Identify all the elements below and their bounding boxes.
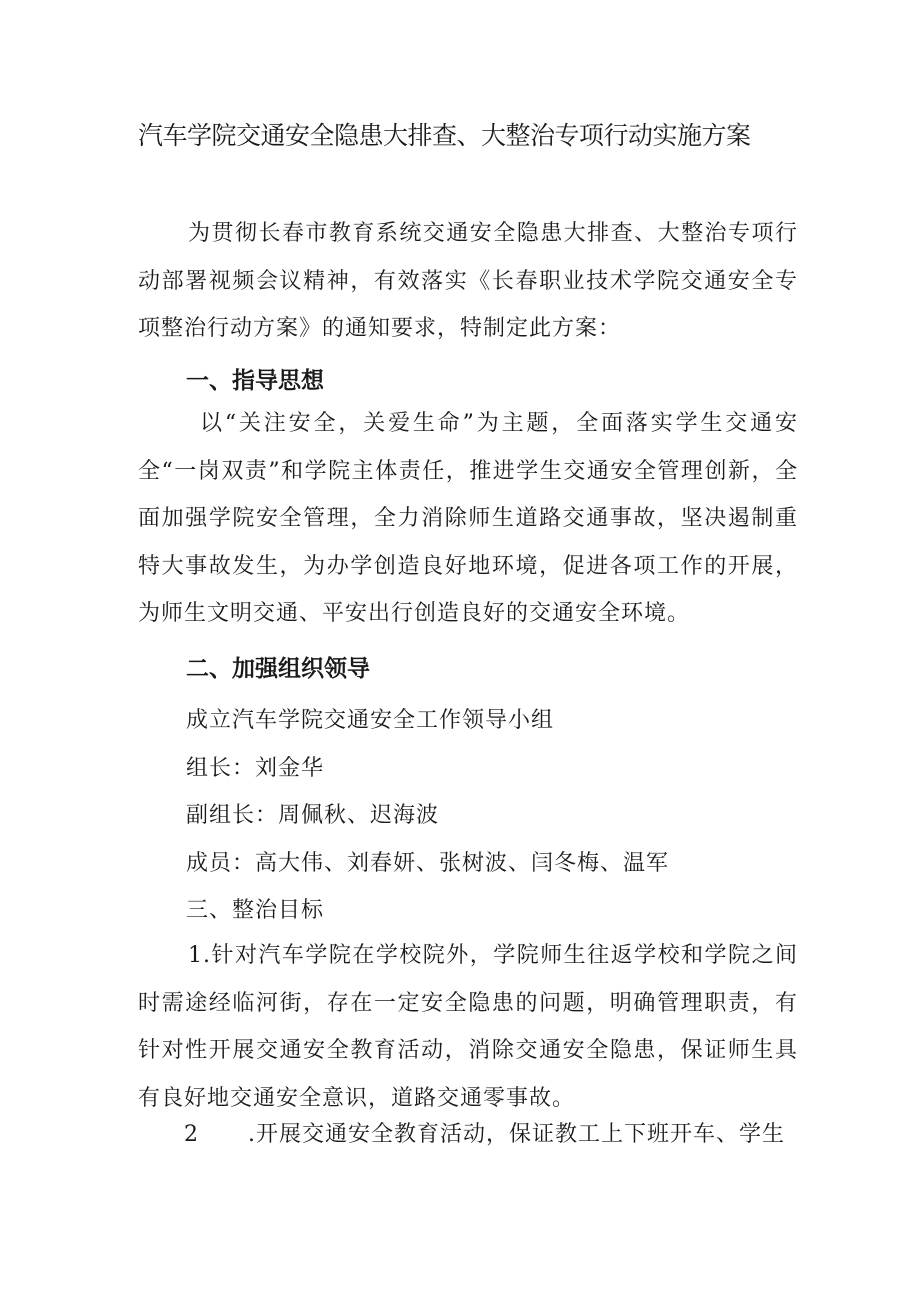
section-heading-goals: 三、整治目标: [186, 898, 325, 923]
goal-item-2-text: .开展交通安全教育活动，保证教工上下班开车、学生: [248, 1122, 785, 1147]
group-leader-line: 组长：刘金华: [186, 756, 325, 781]
intro-paragraph: 为贯彻长春市教育系统交通安全隐患大排查、大整治专项行动部署视频会议精神，有效落实《长春职业技术学院交通安全专项整治行动方案》的通知要求，特制定此方案：: [138, 221, 798, 341]
goal-item-1: 1.针对汽车学院在学校院外，学院师生往返学校和学院之间时需途经临河街，存在一定安全隐患的问题，明确管理职责，有针对性开展交通安全教育活动，消除交通安全隐患，保证师生具有良好地交通安全意识，道路交通零事故。: [138, 943, 798, 1111]
leadership-group-line: 成立汽车学院交通安全工作领导小组: [186, 708, 555, 733]
goal-item-2-number: 2: [184, 1122, 199, 1147]
goal-item-2: [184, 1117, 785, 1148]
guiding-ideology-paragraph: 以“关注安全，关爱生命”为主题，全面落实学生交通安全“一岗双责”和学院主体责任，推进学生交通安全管理创新，全面加强学院安全管理，全力消除师生道路交通事故，坚决遏制重特大事故发生，为办学创造良好地环境，促进各项工作的开展，为师生文明交通、平安出行创造良好的交通安全环境。: [138, 411, 798, 626]
document-title: 汽车学院交通安全隐患大排查、大整治专项行动实施方案: [138, 121, 751, 150]
members-line: 成员：高大伟、刘春妍、张树波、闫冬梅、温军: [186, 851, 670, 876]
section-heading-guiding-ideology: 一、指导思想: [186, 368, 324, 394]
deputy-leader-line: 副组长：周佩秋、迟海波: [186, 803, 440, 828]
section-heading-organization: 二、加强组织领导: [186, 656, 370, 682]
